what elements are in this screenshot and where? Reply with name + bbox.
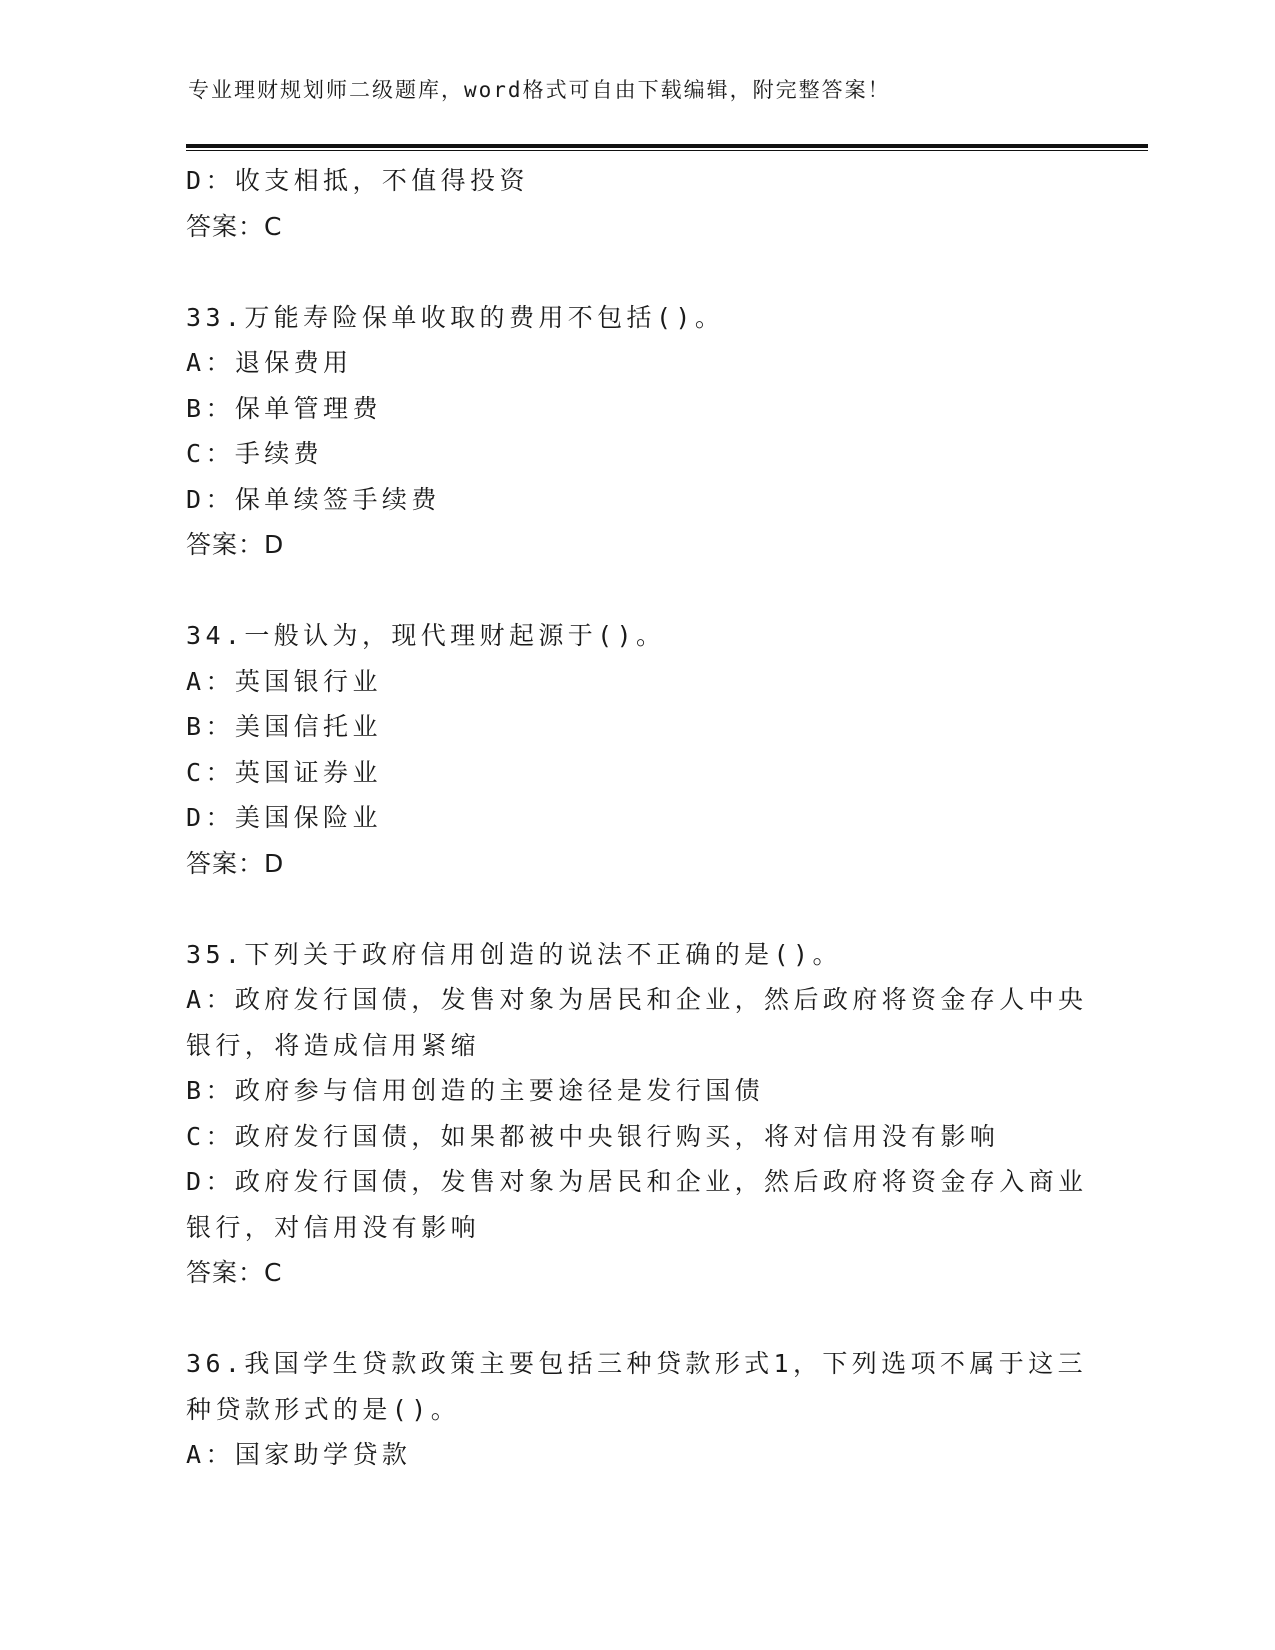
- question-34-option-d: D：美国保险业: [186, 803, 382, 832]
- question-35: [186, 932, 1086, 1296]
- question-34-option-c: C：英国证券业: [186, 757, 382, 787]
- question-33-option-d: D：保单续签手续费: [186, 484, 441, 514]
- question-35-option-b: B：政府参与信用创造的主要途径是发行国债: [186, 1076, 765, 1105]
- question-33-option-a: A：退保费用: [186, 348, 353, 377]
- question-36-text-cont: 种贷款形式的是()。: [186, 1394, 461, 1424]
- header-rule-thick: [186, 144, 1148, 148]
- prev-answer: 答案：C: [186, 211, 283, 241]
- question-34: [186, 613, 1086, 886]
- question-36-option-a: A：国家助学贷款: [186, 1440, 412, 1469]
- question-36-text: 36.我国学生贷款政策主要包括三种贷款形式1，下列选项不属于这三: [186, 1349, 1088, 1378]
- question-35-option-d: D：政府发行国债，发售对象为居民和企业，然后政府将资金存入商业: [186, 1167, 1088, 1196]
- question-35-option-d-cont: 银行，对信用没有影响: [186, 1212, 481, 1242]
- question-34-option-a: A：英国银行业: [186, 666, 382, 696]
- spacer: [186, 568, 1086, 614]
- question-33-option-b: B：保单管理费: [186, 393, 382, 423]
- question-33-answer: 答案：D: [186, 530, 285, 559]
- spacer: [186, 886, 1086, 932]
- question-35-text: 35.下列关于政府信用创造的说法不正确的是()。: [186, 939, 842, 969]
- question-content: [186, 158, 1086, 1478]
- question-33: [186, 295, 1086, 568]
- question-35-answer: 答案：C: [186, 1258, 283, 1287]
- prev-option-d: D：收支相抵，不值得投资: [186, 166, 529, 195]
- header-note: 专业理财规划师二级题库，word格式可自由下载编辑，附完整答案！: [188, 78, 891, 102]
- question-34-text: 34.一般认为，现代理财起源于()。: [186, 621, 666, 650]
- spacer: [186, 1296, 1086, 1342]
- question-35-option-a-cont: 银行，将造成信用紧缩: [186, 1030, 481, 1060]
- question-35-option-c: C：政府发行国债，如果都被中央银行购买，将对信用没有影响: [186, 1121, 1000, 1151]
- question-33-text: 33.万能寿险保单收取的费用不包括()。: [186, 302, 725, 332]
- question-36: [186, 1341, 1086, 1478]
- question-34-answer: 答案：D: [186, 848, 285, 878]
- question-33-option-c: C：手续费: [186, 439, 324, 468]
- header-rule-thin: [186, 150, 1148, 151]
- question-35-option-a: A：政府发行国债，发售对象为居民和企业，然后政府将资金存人中央: [186, 985, 1088, 1014]
- spacer: [186, 249, 1086, 295]
- question-34-option-b: B：美国信托业: [186, 712, 382, 741]
